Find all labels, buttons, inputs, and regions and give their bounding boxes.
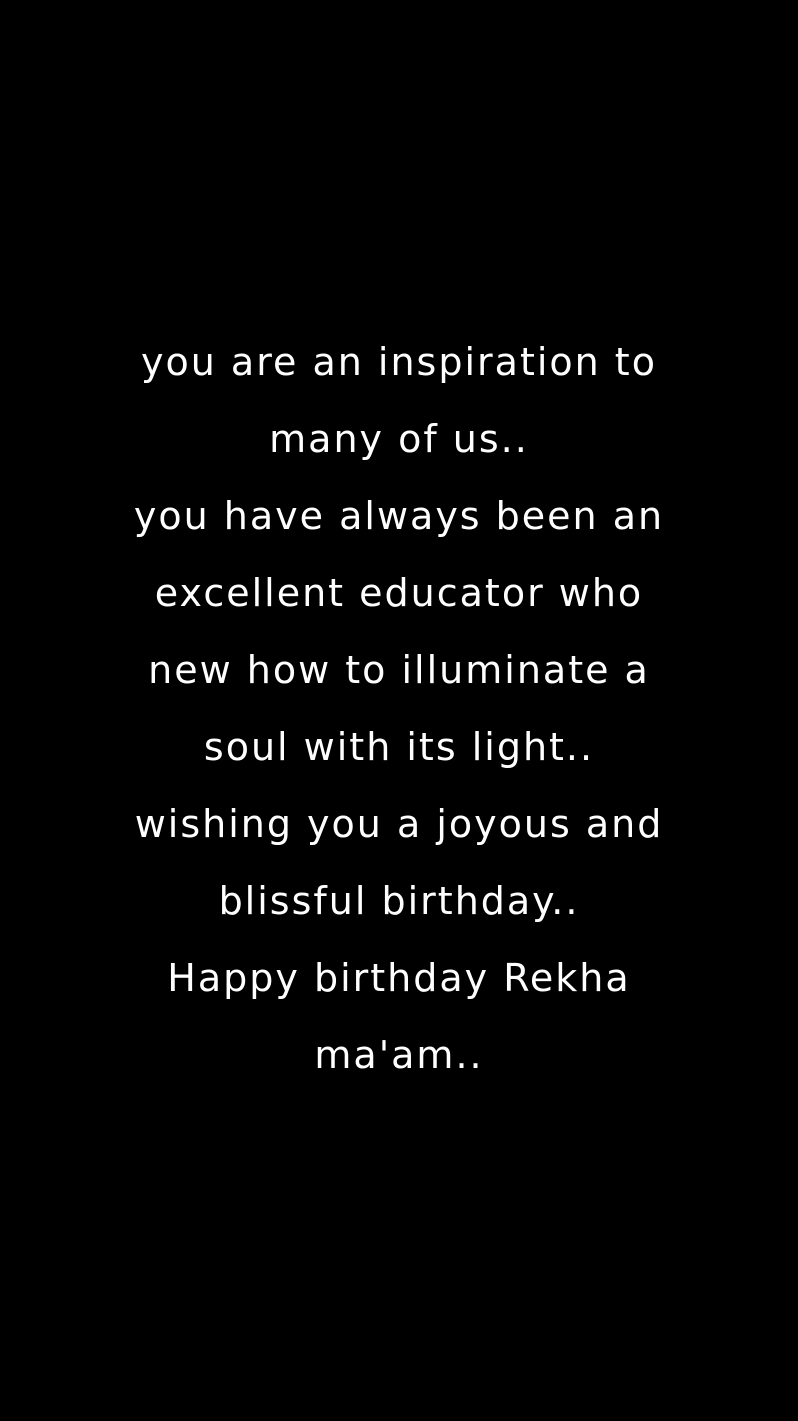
message-line: you are an inspiration to bbox=[141, 340, 657, 384]
message-line: blissful birthday.. bbox=[218, 879, 580, 923]
birthday-message bbox=[0, 324, 798, 1094]
message-line: ma'am.. bbox=[314, 1033, 484, 1077]
message-line: new how to illuminate a bbox=[148, 648, 650, 692]
message-line: Happy birthday Rekha bbox=[167, 956, 631, 1000]
message-line: many of us.. bbox=[269, 417, 529, 461]
message-line: soul with its light.. bbox=[203, 725, 595, 769]
message-line: excellent educator who bbox=[154, 571, 644, 615]
message-line: wishing you a joyous and bbox=[134, 802, 664, 846]
message-line: you have always been an bbox=[133, 494, 665, 538]
